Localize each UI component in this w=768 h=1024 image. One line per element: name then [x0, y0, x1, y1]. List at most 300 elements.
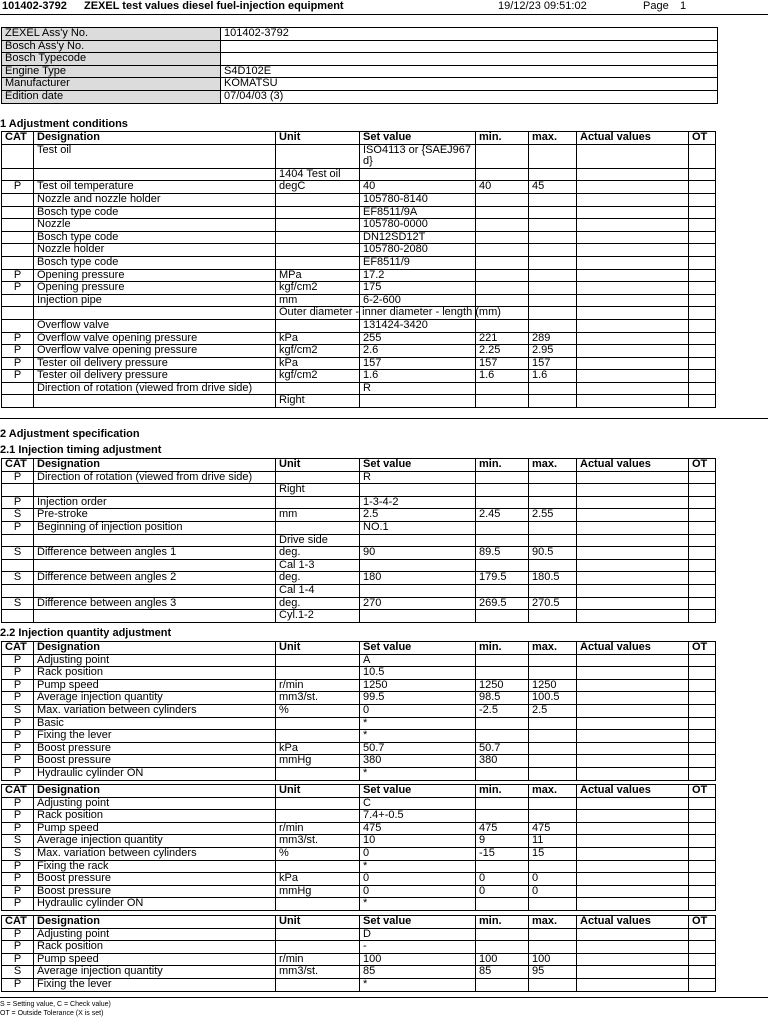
cell-ot	[689, 219, 716, 232]
cell-set-value: 175	[360, 282, 476, 295]
cell-set-value: D	[360, 928, 476, 941]
cell-designation: Basic	[34, 717, 276, 730]
cell-ot	[689, 484, 716, 497]
column-header-min: min.	[476, 916, 529, 929]
cell-designation	[34, 559, 276, 572]
cell-set-value: *	[360, 978, 476, 991]
table-row	[2, 370, 716, 383]
cell-designation: Adjusting point	[34, 797, 276, 810]
cell-unit	[276, 941, 360, 954]
cell-set-value: 105780-2080	[360, 244, 476, 257]
column-header-ot: OT	[689, 916, 716, 929]
cell-actual-values	[577, 294, 689, 307]
cell-min	[476, 193, 529, 206]
cell-max	[529, 978, 577, 991]
cell-set-value: 1-3-4-2	[360, 496, 476, 509]
table-row	[2, 667, 716, 680]
cell-ot	[689, 269, 716, 282]
column-header-cat: CAT	[2, 916, 34, 929]
cell-ot	[689, 797, 716, 810]
cell-max: 0	[529, 885, 577, 898]
cell-unit: deg.	[276, 572, 360, 585]
cell-set-value: 475	[360, 822, 476, 835]
table-row	[2, 810, 716, 823]
cell-cat: S	[2, 704, 34, 717]
cell-ot	[689, 692, 716, 705]
column-header-max: max.	[529, 132, 577, 145]
cell-designation: Injection pipe	[34, 294, 276, 307]
cell-cat: P	[2, 269, 34, 282]
cell-set-value: 99.5	[360, 692, 476, 705]
table-row	[2, 395, 716, 408]
table-row	[2, 521, 716, 534]
cell-designation: Boost pressure	[34, 885, 276, 898]
cell-min	[476, 610, 529, 623]
cell-max	[529, 667, 577, 680]
table-row	[2, 219, 716, 232]
cell-designation: Pump speed	[34, 822, 276, 835]
table-row	[2, 847, 716, 860]
column-header-ot: OT	[689, 132, 716, 145]
cell-cat: S	[2, 835, 34, 848]
table-row	[2, 717, 716, 730]
cell-actual-values	[577, 521, 689, 534]
column-header-min: min.	[476, 642, 529, 655]
cell-cat: P	[2, 181, 34, 194]
cell-actual-values	[577, 319, 689, 332]
cell-cat: P	[2, 667, 34, 680]
info-value: S4D102E	[221, 65, 718, 78]
cell-min: 9	[476, 835, 529, 848]
cell-designation: Hydraulic cylinder ON	[34, 767, 276, 780]
info-label: ZEXEL Ass'y No.	[2, 28, 221, 41]
cell-max: 157	[529, 357, 577, 370]
cell-ot	[689, 572, 716, 585]
info-row	[2, 40, 718, 53]
cell-designation: Tester oil delivery pressure	[34, 370, 276, 383]
cell-actual-values	[577, 395, 689, 408]
cell-actual-values	[577, 269, 689, 282]
cell-min	[476, 256, 529, 269]
table-row	[2, 294, 716, 307]
table-row	[2, 755, 716, 768]
cell-ot	[689, 885, 716, 898]
cell-unit	[276, 928, 360, 941]
cell-set-value: 157	[360, 357, 476, 370]
header-rule	[0, 14, 768, 15]
cell-min	[476, 941, 529, 954]
cell-set-value	[360, 484, 476, 497]
table-row	[2, 206, 716, 219]
cell-designation: Pump speed	[34, 953, 276, 966]
cell-min	[476, 928, 529, 941]
cell-unit	[276, 667, 360, 680]
cell-set-value: R	[360, 471, 476, 484]
column-header-actual-values: Actual values	[577, 785, 689, 798]
cell-cat: P	[2, 810, 34, 823]
cell-unit: Drive side	[276, 534, 360, 547]
cell-actual-values	[577, 282, 689, 295]
table-row	[2, 547, 716, 560]
cell-cat	[2, 244, 34, 257]
cell-min	[476, 168, 529, 181]
cell-min: 1.6	[476, 370, 529, 383]
table-row	[2, 319, 716, 332]
cell-cat: P	[2, 885, 34, 898]
cell-unit: degC	[276, 181, 360, 194]
cell-actual-values	[577, 692, 689, 705]
table-row	[2, 572, 716, 585]
cell-unit: kPa	[276, 357, 360, 370]
cell-ot	[689, 307, 716, 320]
cell-designation: Max. variation between cylinders	[34, 847, 276, 860]
cell-actual-values	[577, 597, 689, 610]
table-row	[2, 559, 716, 572]
cell-cat: P	[2, 873, 34, 886]
table-row	[2, 767, 716, 780]
cell-ot	[689, 345, 716, 358]
assembly-info-table	[1, 27, 718, 104]
cell-max	[529, 654, 577, 667]
column-header-min: min.	[476, 785, 529, 798]
cell-min	[476, 219, 529, 232]
cell-max	[529, 256, 577, 269]
cell-cat	[2, 206, 34, 219]
cell-ot	[689, 244, 716, 257]
cell-ot	[689, 509, 716, 522]
cell-min	[476, 767, 529, 780]
cell-actual-values	[577, 206, 689, 219]
cell-min	[476, 654, 529, 667]
cell-designation: Bosch type code	[34, 231, 276, 244]
column-header-designation: Designation	[34, 132, 276, 145]
cell-min	[476, 667, 529, 680]
cell-cat: P	[2, 953, 34, 966]
table-row	[2, 345, 716, 358]
cell-ot	[689, 860, 716, 873]
cell-max: 180.5	[529, 572, 577, 585]
cell-ot	[689, 873, 716, 886]
cell-actual-values	[577, 610, 689, 623]
cell-min: 40	[476, 181, 529, 194]
cell-set-value	[360, 168, 476, 181]
cell-cat: S	[2, 966, 34, 979]
cell-max	[529, 193, 577, 206]
table-row	[2, 193, 716, 206]
cell-unit: r/min	[276, 822, 360, 835]
cell-cat: S	[2, 547, 34, 560]
cell-unit	[276, 717, 360, 730]
cell-max: 1.6	[529, 370, 577, 383]
cell-set-value: *	[360, 717, 476, 730]
part-number: 101402-3792	[2, 0, 67, 12]
cell-max	[529, 319, 577, 332]
table-row	[2, 742, 716, 755]
cell-min: 2.45	[476, 509, 529, 522]
injection-quantity-table-d	[1, 915, 716, 992]
cell-cat	[2, 219, 34, 232]
cell-designation: Adjusting point	[34, 654, 276, 667]
cell-unit: mm	[276, 294, 360, 307]
table-row	[2, 873, 716, 886]
cell-ot	[689, 810, 716, 823]
cell-max	[529, 767, 577, 780]
cell-ot	[689, 966, 716, 979]
cell-cat: S	[2, 572, 34, 585]
cell-unit	[276, 521, 360, 534]
cell-ot	[689, 206, 716, 219]
cell-actual-values	[577, 181, 689, 194]
cell-set-value	[360, 534, 476, 547]
table-row	[2, 509, 716, 522]
cell-actual-values	[577, 256, 689, 269]
cell-ot	[689, 319, 716, 332]
cell-set-value: 2.6	[360, 345, 476, 358]
cell-unit: Cal 1-3	[276, 559, 360, 572]
cell-designation: Fixing the rack	[34, 860, 276, 873]
cell-actual-values	[577, 953, 689, 966]
cell-max: 100	[529, 953, 577, 966]
info-row	[2, 78, 718, 91]
cell-designation: Nozzle and nozzle holder	[34, 193, 276, 206]
table-row	[2, 978, 716, 991]
cell-set-value: 10	[360, 835, 476, 848]
column-header-cat: CAT	[2, 132, 34, 145]
cell-max	[529, 219, 577, 232]
cell-cat: S	[2, 847, 34, 860]
cell-designation: Pump speed	[34, 679, 276, 692]
cell-min: 1250	[476, 679, 529, 692]
cell-designation: Adjusting point	[34, 928, 276, 941]
cell-min	[476, 584, 529, 597]
cell-set-value: 0	[360, 847, 476, 860]
cell-set-value: NO.1	[360, 521, 476, 534]
cell-max	[529, 755, 577, 768]
cell-cat	[2, 193, 34, 206]
cell-max	[529, 928, 577, 941]
cell-set-value: 380	[360, 755, 476, 768]
document-header	[0, 0, 768, 14]
cell-ot	[689, 717, 716, 730]
cell-ot	[689, 181, 716, 194]
cell-min	[476, 294, 529, 307]
cell-cat: P	[2, 730, 34, 743]
cell-designation: Direction of rotation (viewed from drive side)	[34, 471, 276, 484]
cell-unit: kgf/cm2	[276, 345, 360, 358]
cell-min	[476, 810, 529, 823]
cell-actual-values	[577, 471, 689, 484]
cell-designation	[34, 307, 276, 320]
table-row	[2, 928, 716, 941]
cell-ot	[689, 144, 716, 168]
cell-unit: Cyl.1-2	[276, 610, 360, 623]
cell-cat: P	[2, 978, 34, 991]
cell-cat: P	[2, 860, 34, 873]
cell-unit: kgf/cm2	[276, 370, 360, 383]
cell-actual-values	[577, 978, 689, 991]
cell-max	[529, 860, 577, 873]
cell-cat	[2, 395, 34, 408]
cell-max	[529, 294, 577, 307]
cell-designation: Bosch type code	[34, 206, 276, 219]
cell-ot	[689, 584, 716, 597]
table-row	[2, 730, 716, 743]
cell-ot	[689, 928, 716, 941]
cell-unit	[276, 797, 360, 810]
info-row	[2, 28, 718, 41]
cell-set-value: 0	[360, 885, 476, 898]
column-header-max: max.	[529, 642, 577, 655]
cell-ot	[689, 597, 716, 610]
cell-set-value: 180	[360, 572, 476, 585]
cell-actual-values	[577, 873, 689, 886]
footer-rule	[0, 997, 768, 998]
column-header-designation: Designation	[34, 785, 276, 798]
cell-set-value: *	[360, 860, 476, 873]
cell-ot	[689, 704, 716, 717]
cell-actual-values	[577, 847, 689, 860]
cell-min	[476, 231, 529, 244]
cell-actual-values	[577, 966, 689, 979]
cell-max	[529, 282, 577, 295]
column-header-cat: CAT	[2, 642, 34, 655]
cell-cat: P	[2, 679, 34, 692]
cell-ot	[689, 231, 716, 244]
cell-cat: P	[2, 755, 34, 768]
cell-ot	[689, 898, 716, 911]
cell-actual-values	[577, 307, 689, 320]
cell-max	[529, 395, 577, 408]
injection-quantity-table-c	[1, 784, 716, 911]
cell-ot	[689, 357, 716, 370]
document-title: ZEXEL test values diesel fuel-injection equipment	[84, 0, 344, 12]
cell-cat: P	[2, 742, 34, 755]
cell-actual-values	[577, 654, 689, 667]
cell-cat: S	[2, 597, 34, 610]
table-header-row	[2, 132, 716, 145]
cell-max	[529, 717, 577, 730]
info-label: Manufacturer	[2, 78, 221, 91]
cell-actual-values	[577, 332, 689, 345]
table-row	[2, 471, 716, 484]
column-header-min: min.	[476, 132, 529, 145]
cell-designation: Rack position	[34, 941, 276, 954]
table-row	[2, 692, 716, 705]
cell-actual-values	[577, 584, 689, 597]
cell-cat	[2, 231, 34, 244]
cell-unit: kPa	[276, 332, 360, 345]
cell-set-value: R	[360, 382, 476, 395]
cell-actual-values	[577, 144, 689, 168]
cell-min	[476, 269, 529, 282]
cell-set-value: 85	[360, 966, 476, 979]
cell-actual-values	[577, 860, 689, 873]
cell-unit	[276, 730, 360, 743]
cell-max	[529, 496, 577, 509]
cell-min	[476, 319, 529, 332]
page-number: 1	[680, 0, 687, 12]
cell-set-value	[360, 395, 476, 408]
cell-unit	[276, 978, 360, 991]
table-row	[2, 822, 716, 835]
column-header-max: max.	[529, 459, 577, 472]
cell-designation	[34, 610, 276, 623]
cell-ot	[689, 282, 716, 295]
table-row	[2, 282, 716, 295]
table-row	[2, 704, 716, 717]
cell-set-value: 1250	[360, 679, 476, 692]
column-header-designation: Designation	[34, 459, 276, 472]
cell-min: 157	[476, 357, 529, 370]
table-row	[2, 597, 716, 610]
cell-max	[529, 144, 577, 168]
table-row	[2, 144, 716, 168]
cell-designation: Difference between angles 1	[34, 547, 276, 560]
column-header-min: min.	[476, 459, 529, 472]
cell-unit: mmHg	[276, 885, 360, 898]
cell-min	[476, 797, 529, 810]
cell-max	[529, 382, 577, 395]
cell-set-value: 2.5	[360, 509, 476, 522]
info-label: Bosch Ass'y No.	[2, 40, 221, 53]
cell-min: -15	[476, 847, 529, 860]
table-row	[2, 898, 716, 911]
table-row	[2, 231, 716, 244]
cell-designation: Injection order	[34, 496, 276, 509]
cell-ot	[689, 534, 716, 547]
cell-max	[529, 610, 577, 623]
cell-max	[529, 168, 577, 181]
cell-min: 0	[476, 873, 529, 886]
cell-max	[529, 484, 577, 497]
cell-set-value: EF8511/9	[360, 256, 476, 269]
cell-cat	[2, 168, 34, 181]
column-header-designation: Designation	[34, 642, 276, 655]
info-value	[221, 40, 718, 53]
cell-max: 2.95	[529, 345, 577, 358]
cell-actual-values	[577, 231, 689, 244]
cell-set-value: 100	[360, 953, 476, 966]
cell-designation: Difference between angles 2	[34, 572, 276, 585]
cell-max	[529, 231, 577, 244]
cell-min: 221	[476, 332, 529, 345]
cell-cat: S	[2, 509, 34, 522]
info-label: Bosch Typecode	[2, 53, 221, 66]
cell-unit: mm3/st.	[276, 835, 360, 848]
cell-unit: Right	[276, 484, 360, 497]
table-row	[2, 357, 716, 370]
cell-unit: %	[276, 847, 360, 860]
cell-designation	[34, 168, 276, 181]
cell-set-value: 1.6	[360, 370, 476, 383]
cell-min: 269.5	[476, 597, 529, 610]
cell-max	[529, 742, 577, 755]
cell-unit: kgf/cm2	[276, 282, 360, 295]
cell-actual-values	[577, 898, 689, 911]
cell-unit	[276, 898, 360, 911]
column-header-designation: Designation	[34, 916, 276, 929]
cell-max	[529, 269, 577, 282]
cell-min: 179.5	[476, 572, 529, 585]
cell-set-value: 90	[360, 547, 476, 560]
cell-actual-values	[577, 822, 689, 835]
cell-ot	[689, 835, 716, 848]
cell-designation: Boost pressure	[34, 742, 276, 755]
injection-timing-table	[1, 458, 716, 623]
cell-min	[476, 206, 529, 219]
cell-max: 270.5	[529, 597, 577, 610]
cell-unit	[276, 206, 360, 219]
